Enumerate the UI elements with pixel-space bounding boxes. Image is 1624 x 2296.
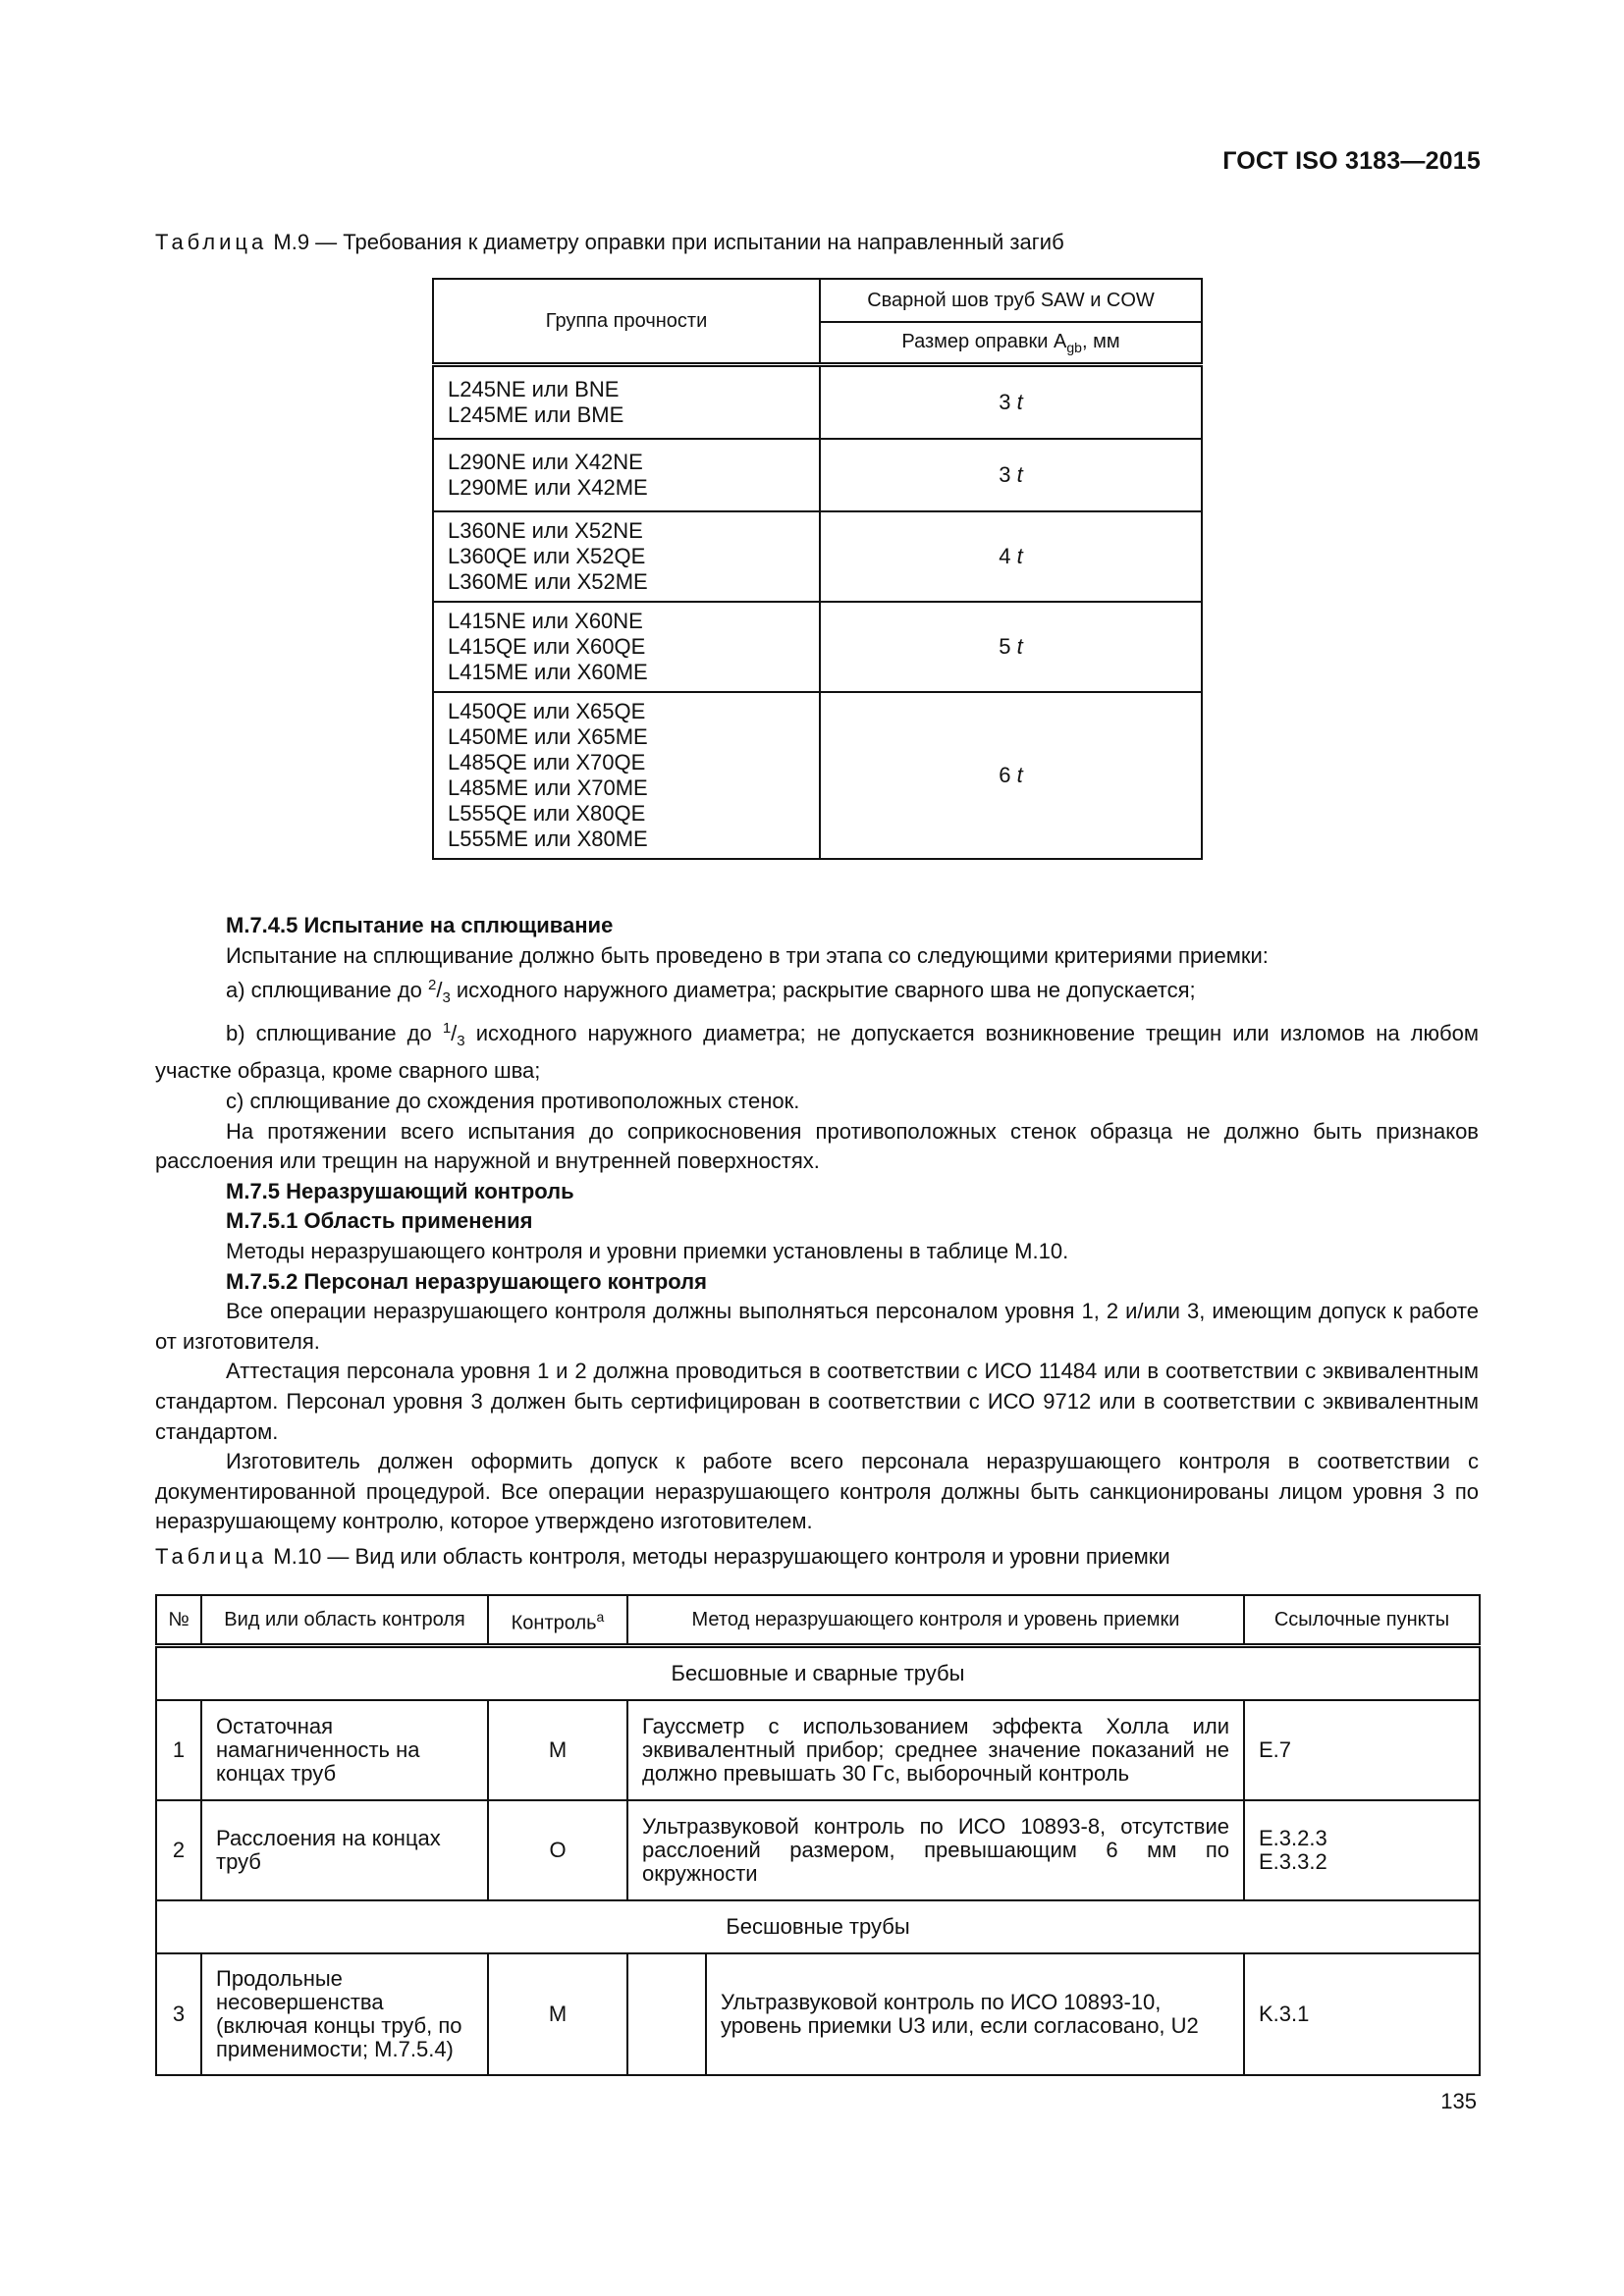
value-variable: t (1016, 462, 1023, 487)
col-header-no: № (156, 1595, 201, 1646)
grades-cell (433, 365, 820, 440)
paragraph-staff-3: Изготовитель должен оформить допуск к работе всего персонала неразрушающего контроля в соответствии с документированной процедурой. Все операции неразрушающего контроля должны быть санкционированы лицом уровня 3 по неразрушающему контролю, которое утверждено изготовителем. (155, 1449, 1479, 1534)
grade: L555QE или X80QE (448, 801, 646, 826)
value-number: 5 (999, 634, 1011, 659)
value-number: 4 (999, 544, 1011, 568)
reference-clauses (1244, 1700, 1480, 1800)
control-type: M (488, 1700, 627, 1800)
reference: E.3.2.3 (1259, 1826, 1327, 1850)
caption-text: М.9 — Требования к диаметру оправки при испытании на направленный загиб (273, 230, 1064, 254)
inspection-area: Расслоения на концах труб (201, 1800, 488, 1900)
inspection-area: Остаточная намагниченность на концах труб (201, 1700, 488, 1800)
section-title: Бесшовные трубы (156, 1900, 1480, 1953)
caption-prefix: Таблица (155, 230, 268, 254)
item-b-post: исходного наружного диаметра; не допускается возникновение трещин или изломов на любом участке образца, кроме сварного шва; (155, 1020, 1479, 1084)
control-label: Контроль (511, 1612, 597, 1634)
value-number: 6 (999, 763, 1011, 787)
value-variable: t (1016, 763, 1023, 787)
table-m9 (432, 278, 1203, 860)
grades-cell (433, 511, 820, 602)
mandrel-value (820, 365, 1202, 440)
value-variable: t (1016, 390, 1023, 414)
col-header-refs: Ссылочные пункты (1244, 1595, 1480, 1646)
paragraph-contact: На протяжении всего испытания до соприкосновения противоположных стенок образца не должно быть признаков расслоения или трещин на наружной и внутренней поверхностях. (155, 1118, 1479, 1174)
grade: L290ME или X42ME (448, 475, 648, 500)
row-number: 3 (156, 1953, 201, 2075)
table-m10 (155, 1594, 1481, 2076)
caption-prefix: Таблица (155, 1544, 268, 1569)
item-a-pre: a) сплющивание до (226, 978, 428, 1003)
heading-m751: М.7.5.1 Область применения (226, 1208, 533, 1234)
table-row (433, 511, 1202, 602)
paragraph-staff-2: Аттестация персонала уровня 1 и 2 должна проводиться в соответствии с ИСО 11484 или в соответствии с эквивалентным стандартом. Персонал уровня 3 должен быть сертифицирован в соответствии с ИСО 9712 или в соответствии с эквивалентным стандартом. (155, 1359, 1479, 1444)
fraction-denominator: 3 (457, 1032, 465, 1049)
grade: L415QE или X60QE (448, 634, 646, 659)
value-number: 3 (999, 462, 1011, 487)
mandrel-unit: , мм (1081, 330, 1120, 352)
table-row (156, 1800, 1480, 1900)
grade: L450ME или X65ME (448, 724, 648, 749)
grade: L245ME или BME (448, 402, 624, 427)
inspection-area: Продольные несовершенства (включая концы труб, по применимости; М.7.5.4) (201, 1953, 488, 2075)
row-number: 2 (156, 1800, 201, 1900)
section-title: Бесшовные и сварные трубы (156, 1646, 1480, 1701)
mandrel-value (820, 692, 1202, 859)
table-row (156, 1953, 1480, 2075)
grade: L360QE или X52QE (448, 544, 646, 568)
list-item-b: b) сплющивание до $^1/_3$ исходного наружного диаметра; не допускается возникновение трещин или изломов на любом участке образца, кроме сварного шва; (155, 1019, 1479, 1084)
header-strength-group: Группа прочности (433, 279, 820, 365)
body-text (155, 911, 1479, 1537)
heading-m752: М.7.5.2 Персонал неразрушающего контроля (226, 1268, 707, 1294)
table-row (433, 602, 1202, 692)
grade: L450QE или X65QE (448, 699, 646, 723)
value-number: 3 (999, 390, 1011, 414)
value-variable: t (1016, 634, 1023, 659)
mandrel-subscript: gb (1066, 339, 1082, 355)
item-b-pre: b) сплющивание до (226, 1020, 443, 1045)
reference: E.7 (1259, 1737, 1292, 1762)
method-sub-cell (627, 1953, 706, 2075)
control-type: O (488, 1800, 627, 1900)
row-number: 1 (156, 1700, 201, 1800)
fraction-numerator: 1 (442, 1019, 452, 1037)
mandrel-value (820, 511, 1202, 602)
table-m10-caption (155, 1544, 1170, 1570)
table-row (433, 365, 1202, 440)
control-type: M (488, 1953, 627, 2075)
reference: K.3.1 (1259, 2002, 1310, 2026)
section-row (156, 1646, 1480, 1701)
grades-cell (433, 439, 820, 511)
grade: L290NE или X42NE (448, 450, 643, 474)
header-mandrel-size (820, 322, 1202, 365)
col-header-control (488, 1595, 627, 1646)
table-row (156, 1700, 1480, 1800)
grade: L415NE или X60NE (448, 609, 643, 633)
paragraph-intro: Испытание на сплющивание должно быть проведено в три этапа со следующими критериями приемки: (226, 942, 1269, 968)
page-number: 135 (1440, 2089, 1477, 2113)
grade: L360ME или X52ME (448, 569, 648, 594)
reference: E.3.3.2 (1259, 1849, 1327, 1874)
document-id-header: ГОСТ ISO 3183—2015 (1222, 147, 1481, 175)
grade: L555ME или X80ME (448, 827, 648, 851)
heading-m75: М.7.5 Неразрушающий контроль (226, 1178, 574, 1203)
grade: L485QE или X70QE (448, 750, 646, 774)
table-m9-caption (155, 230, 1064, 255)
paragraph-scope: Методы неразрушающего контроля и уровни приемки установлены в таблице М.10. (226, 1238, 1069, 1263)
mandrel-label: Размер оправки A (901, 330, 1067, 352)
list-item-a: a) сплющивание до $^2/_3$ исходного наружного диаметра; раскрытие сварного шва не допускается; (226, 977, 1196, 1007)
ndt-method: Ультразвуковой контроль по ИСО 10893-10, уровень приемки U3 или, если согласовано, U2 (706, 1953, 1244, 2075)
fraction-numerator: 2 (427, 977, 437, 994)
table-row (433, 692, 1202, 859)
grade: L415ME или X60ME (448, 660, 648, 684)
ndt-method: Ультразвуковой контроль по ИСО 10893-8, отсутствие расслоений размером, превышающим 6 мм по окружности (627, 1800, 1244, 1900)
footnote-marker: a (596, 1608, 605, 1625)
value-variable: t (1016, 544, 1023, 568)
reference-clauses (1244, 1953, 1480, 2075)
ndt-method: Гауссметр с использованием эффекта Холла или эквивалентный прибор; среднее значение показаний не должно превышать 30 Гс, выборочный контроль (627, 1700, 1244, 1800)
col-header-area: Вид или область контроля (201, 1595, 488, 1646)
fraction-denominator: 3 (442, 989, 451, 1007)
list-item-c: c) сплющивание до схождения противоположных стенок. (226, 1088, 800, 1113)
caption-text: М.10 — Вид или область контроля, методы неразрушающего контроля и уровни приемки (273, 1544, 1170, 1569)
mandrel-value (820, 602, 1202, 692)
grade: L245NE или BNE (448, 377, 620, 401)
header-weld-seam: Сварной шов труб SAW и COW (820, 279, 1202, 322)
col-header-method: Метод неразрушающего контроля и уровень приемки (627, 1595, 1244, 1646)
grade: L360NE или X52NE (448, 518, 643, 543)
reference-clauses (1244, 1800, 1480, 1900)
mandrel-value (820, 439, 1202, 511)
table-row (433, 439, 1202, 511)
heading-m745: М.7.4.5 Испытание на сплющивание (226, 913, 614, 937)
grades-cell (433, 602, 820, 692)
section-row (156, 1900, 1480, 1953)
grades-cell (433, 692, 820, 859)
grade: L485ME или X70ME (448, 775, 648, 800)
item-a-post: исходного наружного диаметра; раскрытие сварного шва не допускается; (450, 978, 1196, 1003)
paragraph-staff-1: Все операции неразрушающего контроля должны выполняться персоналом уровня 1, 2 и/или 3, имеющим допуск к работе от изготовителя. (155, 1299, 1479, 1354)
